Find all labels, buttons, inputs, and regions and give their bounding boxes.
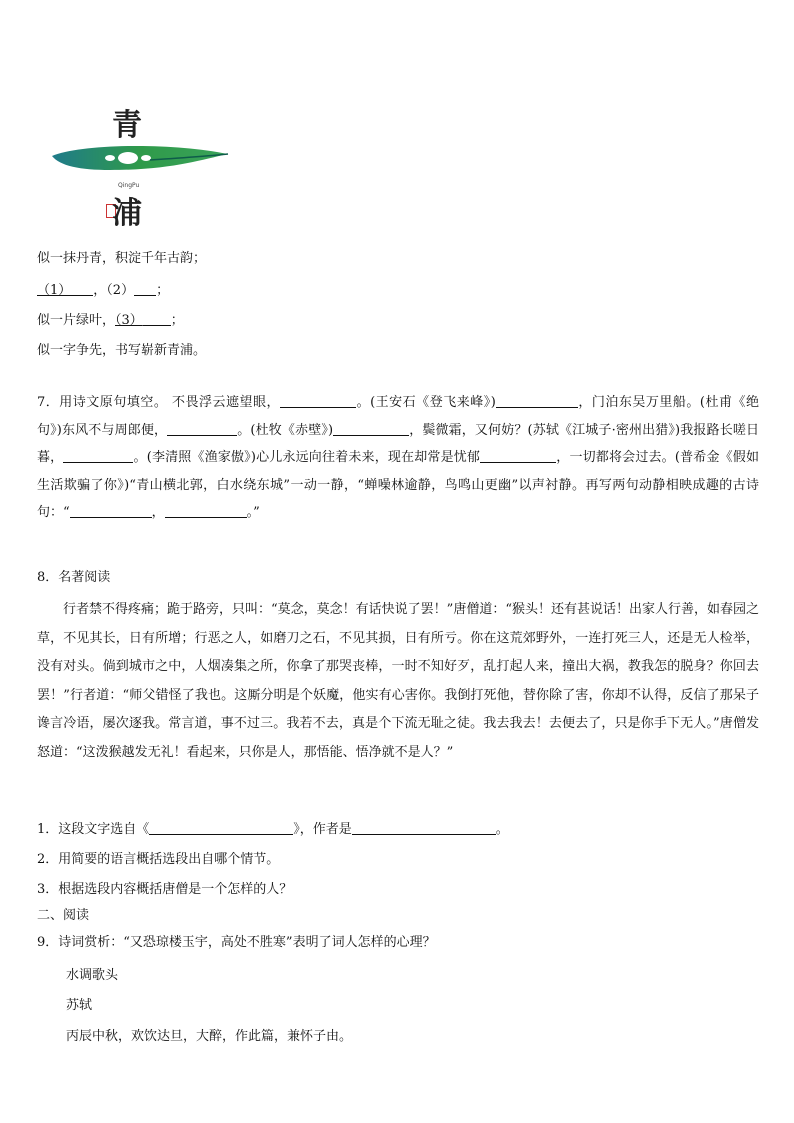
intro-line-2: （1） ，（2） ； (37, 283, 170, 298)
logo-brush-icon (50, 140, 230, 180)
answer-blank-1[interactable] (71, 281, 93, 296)
q7-blank-6[interactable] (480, 448, 556, 463)
q7-blank-7[interactable] (70, 503, 152, 518)
poem-preface: 丙辰中秋，欢饮达旦，大醉，作此篇，兼怀子由。 (66, 1029, 353, 1044)
q7-blank-3[interactable] (167, 421, 237, 436)
q7-blank-4[interactable] (333, 421, 409, 436)
q7-blank-8[interactable] (165, 503, 247, 518)
q7-blank-1[interactable] (280, 393, 356, 408)
q8-author-blank[interactable] (352, 820, 496, 835)
intro-line-3: 似一片绿叶，（3） ； (37, 313, 184, 328)
logo-char-pu: 浦 (112, 196, 142, 231)
section-2-heading: 二、阅读 (37, 908, 90, 923)
intro-line-1: 似一抹丹青，积淀千年古韵； (37, 251, 207, 266)
question-8-sub-3: 3．根据选段内容概括唐僧是一个怎样的人？ (37, 882, 293, 897)
q7-blank-5[interactable] (63, 448, 133, 463)
logo-english: QingPu (118, 182, 140, 189)
question-8-sub-2: 2．用简要的语言概括选段出自哪个情节。 (37, 852, 280, 867)
question-7: 7．用诗文原句填空。 不畏浮云遮望眼， 。(王安石《登飞来峰》) ，门泊东吴万里船。(杜甫《绝句》)东风不与周郎便， 。(杜牧《赤壁》) ，鬓微霜，又何妨？(苏轼《江城子·密州出猎》)我报路长嗟日暮， 。(李清照《渔家傲》)心儿永远向往着未来，现在却常是忧郁 ，一切都将会过去。(普希金《假如生活欺骗了你》)“青山横北郭，白水绕东城”一动一静，“蝉噪林逾静，鸟鸣山更幽”以声衬静。再写两句动静相映成趣的古诗句：“ ， 。” (37, 395, 759, 520)
question-8-sub-1: 1．这段文字选自《 》，作者是 。 (37, 822, 509, 837)
logo-char-qing: 青 (112, 108, 142, 143)
question-9-title: 9．诗词赏析：“又恐琼楼玉宇，高处不胜寒”表明了词人怎样的心理？ (37, 935, 436, 950)
answer-blank-2[interactable] (134, 281, 156, 296)
question-8-passage: 行者禁不得疼痛；跪于路旁，只叫：“莫念，莫念！有话快说了罢！”唐僧道：“猴头！还有甚说话！出家人行善，如春园之草，不见其长，日有所增；行恶之人，如磨刀之石，不见其损，日有所亏。你在这荒郊野外，一连打死三人，还是无人检举，没有对头。倘到城市之中，人烟凑集之所，你拿了那哭丧棒，一时不知好歹，乱打起人来，撞出大祸，教我怎的脱身？你回去罢！”行者道：“师父错怪了我也。这厮分明是个妖魔，他实有心害你。我倒打死他，替你除了害，你却不认得，反信了那呆子谗言冷语，屡次逐我。常言道，事不过三。我若不去，真是个下流无耻之徒。我去我去！去便去了，只是你手下无人。”唐僧发怒道：“这泼猴越发无礼！看起来，只你是人，那悟能、悟净就不是人？” (37, 602, 759, 760)
question-8-title: 8．名著阅读 (37, 570, 111, 585)
q7-blank-2[interactable] (496, 393, 578, 408)
answer-blank-3[interactable] (143, 311, 171, 326)
q8-book-blank[interactable] (149, 820, 293, 835)
poem-title: 水调歌头 (66, 968, 119, 983)
qingpu-logo (50, 96, 230, 238)
poem-author: 苏轼 (66, 998, 93, 1013)
intro-line-4: 似一字争先，书写崭新青浦。 (37, 343, 207, 358)
